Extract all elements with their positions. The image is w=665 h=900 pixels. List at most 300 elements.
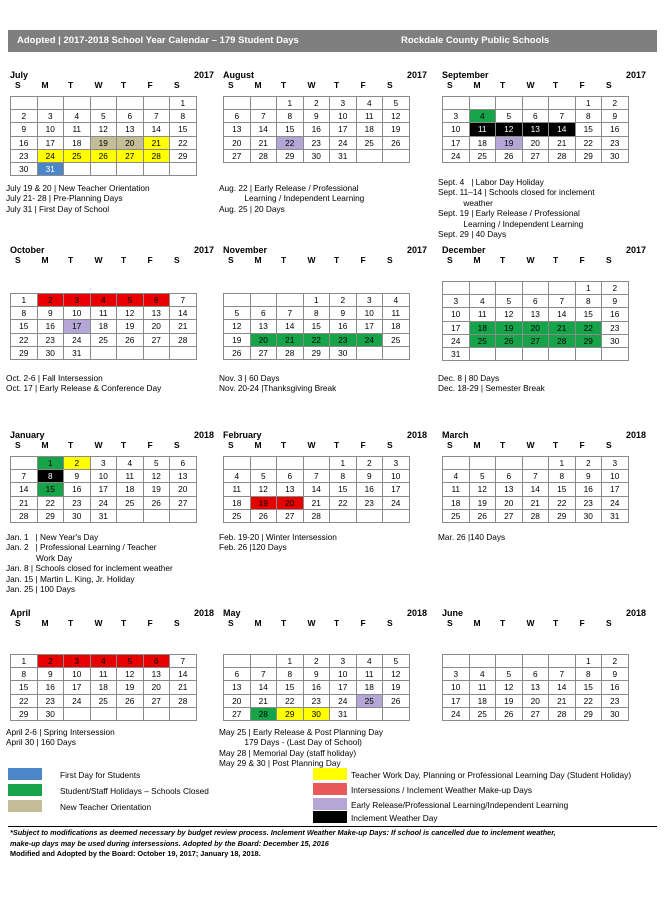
day-cell: 1: [277, 655, 304, 668]
day-cell: 25: [469, 707, 496, 720]
day-cell: 21: [303, 496, 330, 509]
weekday-label: W: [526, 255, 535, 265]
empty-day-cell: [170, 509, 197, 522]
empty-day-cell: [64, 97, 91, 110]
note-line: Feb. 26 |120 Days: [219, 542, 287, 553]
week-row: [443, 694, 629, 707]
empty-day-cell: [469, 457, 496, 470]
weekday-header: [442, 255, 652, 266]
month-february: [219, 430, 433, 553]
weekday-label: M: [41, 618, 49, 628]
day-cell: 30: [330, 346, 357, 359]
day-cell: 4: [356, 97, 383, 110]
weekday-label: W: [94, 440, 103, 450]
day-cell: 20: [117, 136, 144, 149]
week-row: [224, 496, 410, 509]
legend-label-early-release: Early Release/Professional Learning/Independent Learning: [351, 800, 569, 810]
day-cell: 20: [224, 136, 251, 149]
day-cell: 31: [90, 509, 117, 522]
week-row: [11, 307, 197, 320]
day-cell: 31: [330, 707, 357, 720]
day-cell: 25: [383, 333, 410, 346]
week-row: [443, 321, 629, 334]
day-cell: 17: [37, 136, 64, 149]
note-line: April 2-6 | Spring Intersession: [6, 727, 115, 737]
note-line: Jan. 8 | Schools closed for inclement weather: [6, 563, 173, 574]
day-cell: 1: [277, 97, 304, 110]
weekday-label: T: [281, 255, 287, 265]
empty-day-cell: [170, 162, 197, 175]
week-row: [11, 149, 197, 162]
empty-day-cell: [250, 294, 277, 307]
day-cell: 20: [170, 483, 197, 496]
empty-day-cell: [90, 97, 117, 110]
day-cell: 30: [11, 162, 38, 175]
day-cell: 3: [64, 294, 91, 307]
month-year: 2018: [406, 430, 427, 440]
weekday-label: T: [121, 440, 127, 450]
day-cell: 11: [443, 483, 470, 496]
weekday-label: S: [387, 440, 393, 450]
day-cell: 25: [356, 136, 383, 149]
calendar-title: Adopted | 2017-2018 School Year Calendar – 179 Student Days: [17, 35, 299, 46]
week-row: [443, 457, 629, 470]
empty-day-cell: [303, 457, 330, 470]
day-cell: 10: [443, 681, 470, 694]
empty-day-cell: [549, 655, 576, 668]
day-cell: 8: [330, 470, 357, 483]
week-row: [224, 307, 410, 320]
day-cell: 21: [549, 321, 576, 334]
day-cell: 2: [575, 457, 602, 470]
week-row: [11, 707, 197, 720]
day-cell: 29: [37, 509, 64, 522]
empty-day-cell: [330, 509, 357, 522]
day-cell: 16: [602, 308, 629, 321]
empty-day-cell: [143, 707, 170, 720]
day-cell: 15: [277, 123, 304, 136]
day-cell: 21: [11, 496, 38, 509]
weekday-label: F: [360, 440, 366, 450]
day-cell: 3: [37, 110, 64, 123]
day-cell: 7: [250, 110, 277, 123]
day-cell: 28: [277, 346, 304, 359]
day-cell: 29: [11, 346, 38, 359]
empty-day-cell: [443, 655, 470, 668]
empty-day-cell: [383, 149, 410, 162]
day-cell: 3: [383, 457, 410, 470]
day-cell: 8: [277, 668, 304, 681]
day-cell: 29: [11, 707, 38, 720]
week-row: [224, 333, 410, 346]
note-line: Learning / Independent Learning: [438, 218, 584, 229]
day-cell: 22: [37, 496, 64, 509]
note-line: Sept. 4 | Labor Day Holiday: [438, 177, 544, 187]
day-cell: 9: [575, 470, 602, 483]
empty-day-cell: [143, 346, 170, 359]
day-cell: 19: [496, 136, 523, 149]
legend-label-new-teacher: New Teacher Orientation: [60, 802, 152, 812]
day-cell: 22: [549, 496, 576, 509]
weekday-label: T: [553, 618, 559, 628]
day-cell: 26: [90, 149, 117, 162]
empty-day-cell: [277, 294, 304, 307]
empty-day-cell: [356, 346, 383, 359]
day-cell: 14: [522, 483, 549, 496]
day-cell: 12: [469, 483, 496, 496]
week-row: [11, 470, 197, 483]
day-cell: 23: [11, 149, 38, 162]
day-cell: 17: [330, 681, 357, 694]
empty-day-cell: [64, 707, 91, 720]
weekday-label: M: [41, 80, 49, 90]
empty-day-cell: [522, 457, 549, 470]
note-line: May 28 | Memorial Day (staff holiday): [219, 747, 357, 758]
day-cell: 20: [522, 136, 549, 149]
day-cell: 13: [224, 681, 251, 694]
empty-day-cell: [277, 457, 304, 470]
day-cell: 12: [90, 123, 117, 136]
day-cell: 22: [575, 136, 602, 149]
empty-day-cell: [522, 655, 549, 668]
weekday-label: S: [606, 618, 612, 628]
weekday-label: T: [68, 255, 74, 265]
weekday-label: T: [553, 80, 559, 90]
day-cell: 22: [11, 694, 38, 707]
weekday-label: W: [307, 80, 316, 90]
day-cell: 9: [330, 307, 357, 320]
day-cell: 11: [356, 668, 383, 681]
day-grid: [442, 654, 629, 721]
day-cell: 7: [170, 294, 197, 307]
month-header: [223, 608, 433, 618]
week-row: [224, 97, 410, 110]
day-cell: 21: [522, 496, 549, 509]
note-line: Sept. 19 | Early Release / Professional: [438, 208, 580, 219]
day-cell: 25: [224, 509, 251, 522]
day-cell: 23: [330, 333, 357, 346]
weekday-label: S: [174, 618, 180, 628]
day-cell: 29: [549, 509, 576, 522]
empty-day-cell: [143, 162, 170, 175]
weekday-label: S: [228, 80, 234, 90]
day-cell: 19: [224, 333, 251, 346]
month-april: [6, 608, 220, 748]
day-cell: 4: [469, 110, 496, 123]
week-row: [443, 347, 629, 360]
empty-day-cell: [117, 346, 144, 359]
day-cell: 6: [522, 110, 549, 123]
day-cell: 27: [277, 509, 304, 522]
day-cell: 8: [37, 470, 64, 483]
day-cell: 31: [330, 149, 357, 162]
month-name: August: [223, 70, 254, 80]
day-cell: 30: [602, 149, 629, 162]
district-name: Rockdale County Public Schools: [401, 35, 550, 46]
day-cell: 9: [356, 470, 383, 483]
day-cell: 2: [37, 294, 64, 307]
weekday-label: S: [15, 618, 21, 628]
week-row: [443, 707, 629, 720]
empty-day-cell: [549, 282, 576, 295]
week-row: [443, 295, 629, 308]
week-row: [11, 655, 197, 668]
day-cell: 29: [170, 149, 197, 162]
note-line: Feb. 19-20 | Winter Intersession: [219, 532, 337, 542]
day-grid: [223, 96, 410, 163]
day-cell: 28: [11, 509, 38, 522]
day-cell: 22: [277, 136, 304, 149]
empty-day-cell: [469, 282, 496, 295]
weekday-label: F: [147, 80, 153, 90]
day-cell: 18: [469, 694, 496, 707]
week-row: [11, 483, 197, 496]
day-cell: 28: [549, 149, 576, 162]
weekday-label: S: [606, 80, 612, 90]
weekday-label: S: [387, 80, 393, 90]
day-cell: 17: [64, 681, 91, 694]
week-row: [11, 162, 197, 175]
day-cell: 4: [90, 655, 117, 668]
week-row: [224, 457, 410, 470]
day-grid: [223, 654, 410, 721]
month-name: December: [442, 245, 486, 255]
day-cell: 23: [37, 694, 64, 707]
day-cell: 14: [250, 123, 277, 136]
day-cell: 24: [37, 149, 64, 162]
weekday-label: S: [447, 440, 453, 450]
weekday-label: S: [447, 255, 453, 265]
weekday-label: T: [553, 440, 559, 450]
day-cell: 8: [11, 668, 38, 681]
day-cell: 21: [250, 136, 277, 149]
day-cell: 5: [469, 470, 496, 483]
note-line: April 30 | 160 Days: [6, 737, 76, 748]
month-notes: [6, 183, 150, 214]
day-cell: 4: [90, 294, 117, 307]
day-cell: 22: [11, 333, 38, 346]
day-cell: 25: [443, 509, 470, 522]
day-cell: 3: [90, 457, 117, 470]
day-cell: 19: [117, 681, 144, 694]
day-cell: 5: [143, 457, 170, 470]
day-cell: 24: [64, 333, 91, 346]
day-cell: 19: [250, 496, 277, 509]
day-cell: 22: [330, 496, 357, 509]
day-cell: 2: [330, 294, 357, 307]
day-cell: 3: [443, 110, 470, 123]
weekday-label: W: [526, 618, 535, 628]
day-cell: 7: [549, 110, 576, 123]
calendar-header-bar: [8, 30, 657, 52]
weekday-label: S: [15, 255, 21, 265]
day-cell: 18: [383, 320, 410, 333]
day-cell: 24: [90, 496, 117, 509]
day-cell: 3: [602, 457, 629, 470]
day-cell: 21: [170, 681, 197, 694]
weekday-label: F: [147, 255, 153, 265]
empty-day-cell: [224, 457, 251, 470]
month-header: [442, 245, 652, 255]
month-name: November: [223, 245, 268, 255]
day-cell: 12: [496, 308, 523, 321]
day-cell: 28: [549, 334, 576, 347]
day-cell: 16: [330, 320, 357, 333]
day-cell: 28: [522, 509, 549, 522]
day-cell: 7: [143, 110, 170, 123]
month-header: [442, 430, 652, 440]
week-row: [224, 470, 410, 483]
day-cell: 5: [90, 110, 117, 123]
day-cell: 19: [496, 321, 523, 334]
day-cell: 11: [90, 668, 117, 681]
week-row: [443, 136, 629, 149]
day-cell: 23: [37, 333, 64, 346]
weekday-label: F: [579, 618, 585, 628]
weekday-label: W: [526, 440, 535, 450]
day-cell: 23: [602, 136, 629, 149]
week-row: [11, 694, 197, 707]
weekday-header: [442, 440, 652, 451]
day-cell: 1: [11, 655, 38, 668]
weekday-label: T: [121, 255, 127, 265]
month-year: 2017: [625, 245, 646, 255]
empty-day-cell: [90, 707, 117, 720]
weekday-header: [223, 80, 433, 91]
weekday-label: F: [147, 618, 153, 628]
day-cell: 25: [469, 334, 496, 347]
day-cell: 9: [37, 307, 64, 320]
month-year: 2017: [406, 70, 427, 80]
month-year: 2017: [625, 70, 646, 80]
day-cell: 10: [330, 110, 357, 123]
day-cell: 5: [250, 470, 277, 483]
day-cell: 23: [575, 496, 602, 509]
day-cell: 21: [143, 136, 170, 149]
month-name: March: [442, 430, 469, 440]
day-cell: 24: [330, 694, 357, 707]
day-cell: 21: [250, 694, 277, 707]
month-notes: [219, 727, 383, 769]
week-row: [224, 694, 410, 707]
month-name: October: [10, 245, 45, 255]
week-row: [11, 136, 197, 149]
month-year: 2018: [193, 430, 214, 440]
month-notes: [438, 177, 595, 239]
day-cell: 21: [277, 333, 304, 346]
day-cell: 19: [90, 136, 117, 149]
empty-day-cell: [224, 655, 251, 668]
day-cell: 22: [303, 333, 330, 346]
week-row: [224, 320, 410, 333]
weekday-label: F: [360, 255, 366, 265]
day-cell: 15: [575, 308, 602, 321]
note-line: Nov. 20-24 |Thanksgiving Break: [219, 383, 337, 394]
day-cell: 14: [143, 123, 170, 136]
day-cell: 25: [90, 333, 117, 346]
empty-day-cell: [469, 97, 496, 110]
weekday-label: T: [68, 618, 74, 628]
empty-day-cell: [496, 97, 523, 110]
day-cell: 10: [356, 307, 383, 320]
day-cell: 1: [549, 457, 576, 470]
day-cell: 26: [117, 333, 144, 346]
empty-day-cell: [383, 346, 410, 359]
weekday-header: [10, 80, 220, 91]
empty-day-cell: [443, 282, 470, 295]
day-cell: 6: [277, 470, 304, 483]
day-cell: 10: [64, 307, 91, 320]
day-cell: 17: [356, 320, 383, 333]
day-cell: 23: [303, 136, 330, 149]
day-cell: 2: [11, 110, 38, 123]
empty-day-cell: [11, 457, 38, 470]
day-cell: 19: [469, 496, 496, 509]
day-cell: 24: [383, 496, 410, 509]
day-cell: 22: [277, 694, 304, 707]
day-cell: 12: [250, 483, 277, 496]
day-cell: 18: [469, 136, 496, 149]
note-line: Aug. 22 | Early Release / Professional: [219, 183, 359, 193]
day-cell: 13: [170, 470, 197, 483]
day-cell: 9: [602, 295, 629, 308]
day-cell: 29: [575, 707, 602, 720]
day-cell: 6: [170, 457, 197, 470]
day-cell: 15: [277, 681, 304, 694]
month-notes: [438, 373, 545, 394]
empty-day-cell: [117, 707, 144, 720]
empty-day-cell: [496, 282, 523, 295]
day-cell: 17: [330, 123, 357, 136]
day-cell: 16: [356, 483, 383, 496]
footer-line-3: Modified and Adopted by the Board: October 19, 2017; January 18, 2018.: [10, 849, 261, 858]
week-row: [224, 149, 410, 162]
day-cell: 11: [469, 123, 496, 136]
day-cell: 26: [496, 707, 523, 720]
day-cell: 16: [602, 681, 629, 694]
day-cell: 23: [64, 496, 91, 509]
weekday-label: M: [254, 440, 262, 450]
day-cell: 2: [64, 457, 91, 470]
empty-day-cell: [443, 97, 470, 110]
week-row: [224, 294, 410, 307]
day-cell: 3: [443, 295, 470, 308]
week-row: [224, 123, 410, 136]
weekday-label: T: [281, 80, 287, 90]
weekday-label: M: [254, 255, 262, 265]
day-cell: 26: [143, 496, 170, 509]
day-cell: 26: [383, 694, 410, 707]
legend-swatch-black: [313, 811, 347, 823]
week-row: [224, 655, 410, 668]
week-row: [224, 136, 410, 149]
day-cell: 14: [11, 483, 38, 496]
weekday-label: S: [174, 440, 180, 450]
weekday-label: T: [500, 440, 506, 450]
day-cell: 7: [522, 470, 549, 483]
weekday-label: W: [94, 80, 103, 90]
week-row: [11, 294, 197, 307]
day-cell: 24: [330, 136, 357, 149]
week-row: [224, 681, 410, 694]
day-cell: 27: [170, 496, 197, 509]
weekday-label: M: [41, 440, 49, 450]
day-cell: 5: [496, 110, 523, 123]
day-cell: 20: [143, 681, 170, 694]
note-line: May 29 & 30 | Post Planning Day: [219, 758, 341, 769]
note-line: Jan. 15 | Martin L. King, Jr. Holiday: [6, 573, 135, 584]
day-cell: 13: [522, 681, 549, 694]
